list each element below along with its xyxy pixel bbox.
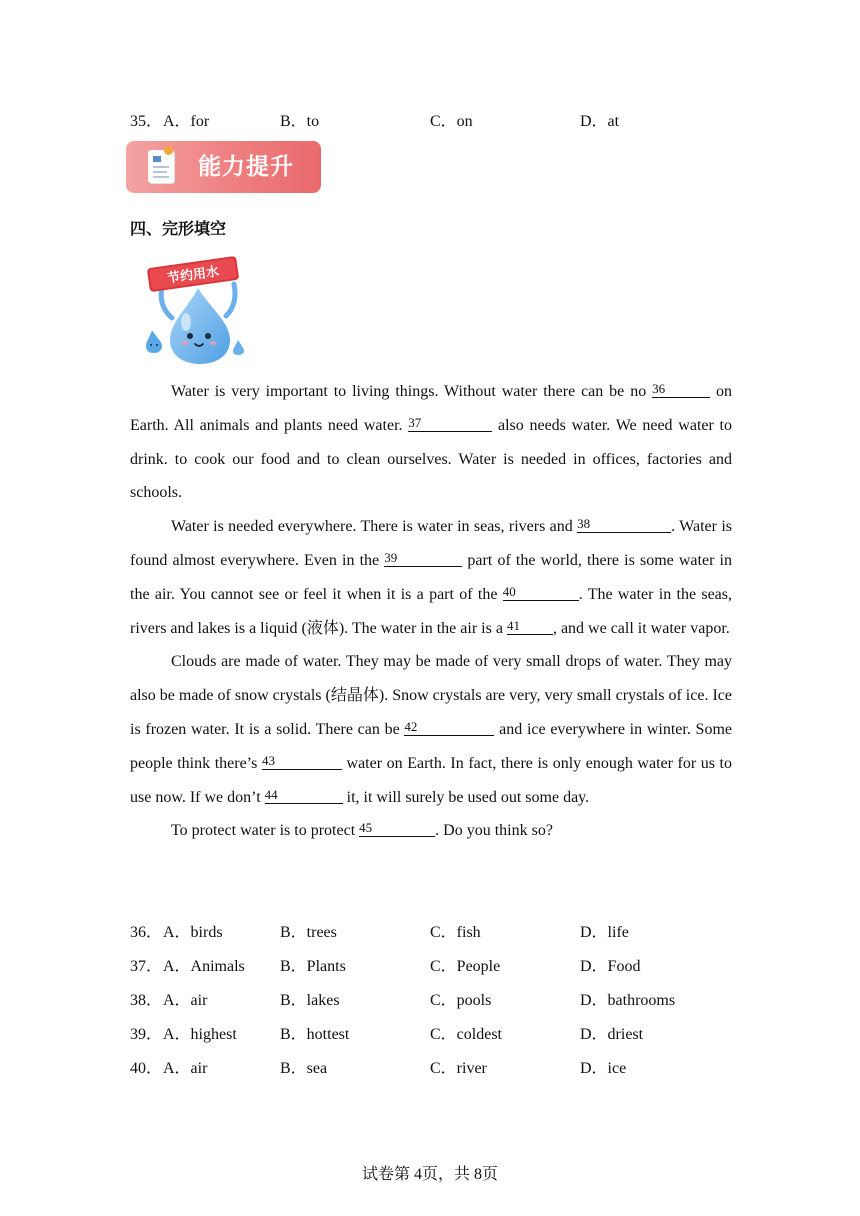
blank-41: 41	[507, 618, 553, 635]
option-d: D．ice	[580, 1060, 627, 1077]
question-number: 40．	[130, 1060, 163, 1077]
question-number: 39．	[130, 1026, 163, 1043]
blank-45: 45	[359, 820, 435, 837]
passage-paragraph-1: Water is very important to living things. Without water there can be no 36 on Earth. All animals and plants need water. 37 also needs water. We need water to drink. to cook our food and to clean ourselves. Water is needed in offices, factories and schools.	[130, 381, 733, 502]
mascot-sign-text: 节约用水	[166, 264, 221, 287]
blank-37: 37	[408, 415, 492, 432]
option-c: C．pools	[430, 992, 492, 1009]
option-b: B．sea	[280, 1060, 328, 1077]
question-number: 35．	[130, 113, 163, 130]
option-d: D．life	[580, 924, 629, 941]
blank-40: 40	[503, 584, 579, 601]
option-a: A．for	[163, 113, 210, 130]
section-heading: 四、完形填空	[130, 219, 227, 238]
option-a: A．air	[163, 1060, 208, 1077]
passage-paragraph-3: Clouds are made of water. They may be made of very small drops of water. They may also be made of snow crystals (结晶体). Snow crystals are very, very small crystals of ice. Ice is frozen water. It is a solid. There can be 42 and ice everywhere in winter. Some people think there’s 43 water on Earth. In fact, there is only enough water for us to use now. If we don’t 44 it, it will surely be used out some day.	[130, 653, 733, 806]
page-footer: 试卷第 4页，共 8页	[361, 1166, 498, 1183]
option-a: A．birds	[163, 924, 223, 941]
question-number: 37．	[130, 958, 163, 975]
question-number: 38．	[130, 992, 163, 1009]
option-d: D．at	[580, 113, 620, 130]
passage-paragraph-2: Water is needed everywhere. There is water in seas, rivers and 38 . Water is found almost everywhere. Even in the 39 part of the world, there is some water in the air. You cannot see or feel it when it is a part of the 40 . The water in the seas, rivers and lakes is a liquid (液体). The water in the air is a 41 , and we call it water vapor.	[130, 516, 732, 637]
option-b: B．hottest	[280, 1026, 350, 1043]
option-c: C．river	[430, 1060, 487, 1077]
option-d: D．driest	[580, 1026, 644, 1043]
option-a: A．Animals	[163, 958, 245, 975]
blank-42: 42	[404, 719, 494, 736]
option-b: B．Plants	[280, 958, 346, 975]
blank-39: 39	[384, 550, 462, 567]
option-c: C．coldest	[430, 1026, 502, 1043]
document-icon	[148, 150, 174, 183]
blank-36: 36	[652, 381, 710, 398]
option-d: D．bathrooms	[580, 992, 676, 1009]
pin-icon	[164, 146, 173, 155]
option-b: B．to	[280, 113, 320, 130]
option-b: B．lakes	[280, 992, 340, 1009]
option-b: B．trees	[280, 924, 337, 941]
banner-title: 能力提升	[198, 154, 294, 180]
blank-44: 44	[265, 787, 343, 804]
option-c: C．People	[430, 958, 501, 975]
water-drop-mascot	[138, 256, 248, 366]
blank-43: 43	[262, 753, 342, 770]
option-c: C．on	[430, 113, 473, 130]
blank-38: 38	[577, 516, 671, 533]
cloze-passage	[130, 375, 732, 848]
option-a: A．highest	[163, 1026, 237, 1043]
question-number: 36．	[130, 924, 163, 941]
option-d: D．Food	[580, 958, 641, 975]
option-c: C．fish	[430, 924, 481, 941]
option-a: A．air	[163, 992, 208, 1009]
passage-paragraph-4: To protect water is to protect 45 . Do you think so?	[171, 820, 553, 840]
ability-banner	[126, 141, 321, 193]
